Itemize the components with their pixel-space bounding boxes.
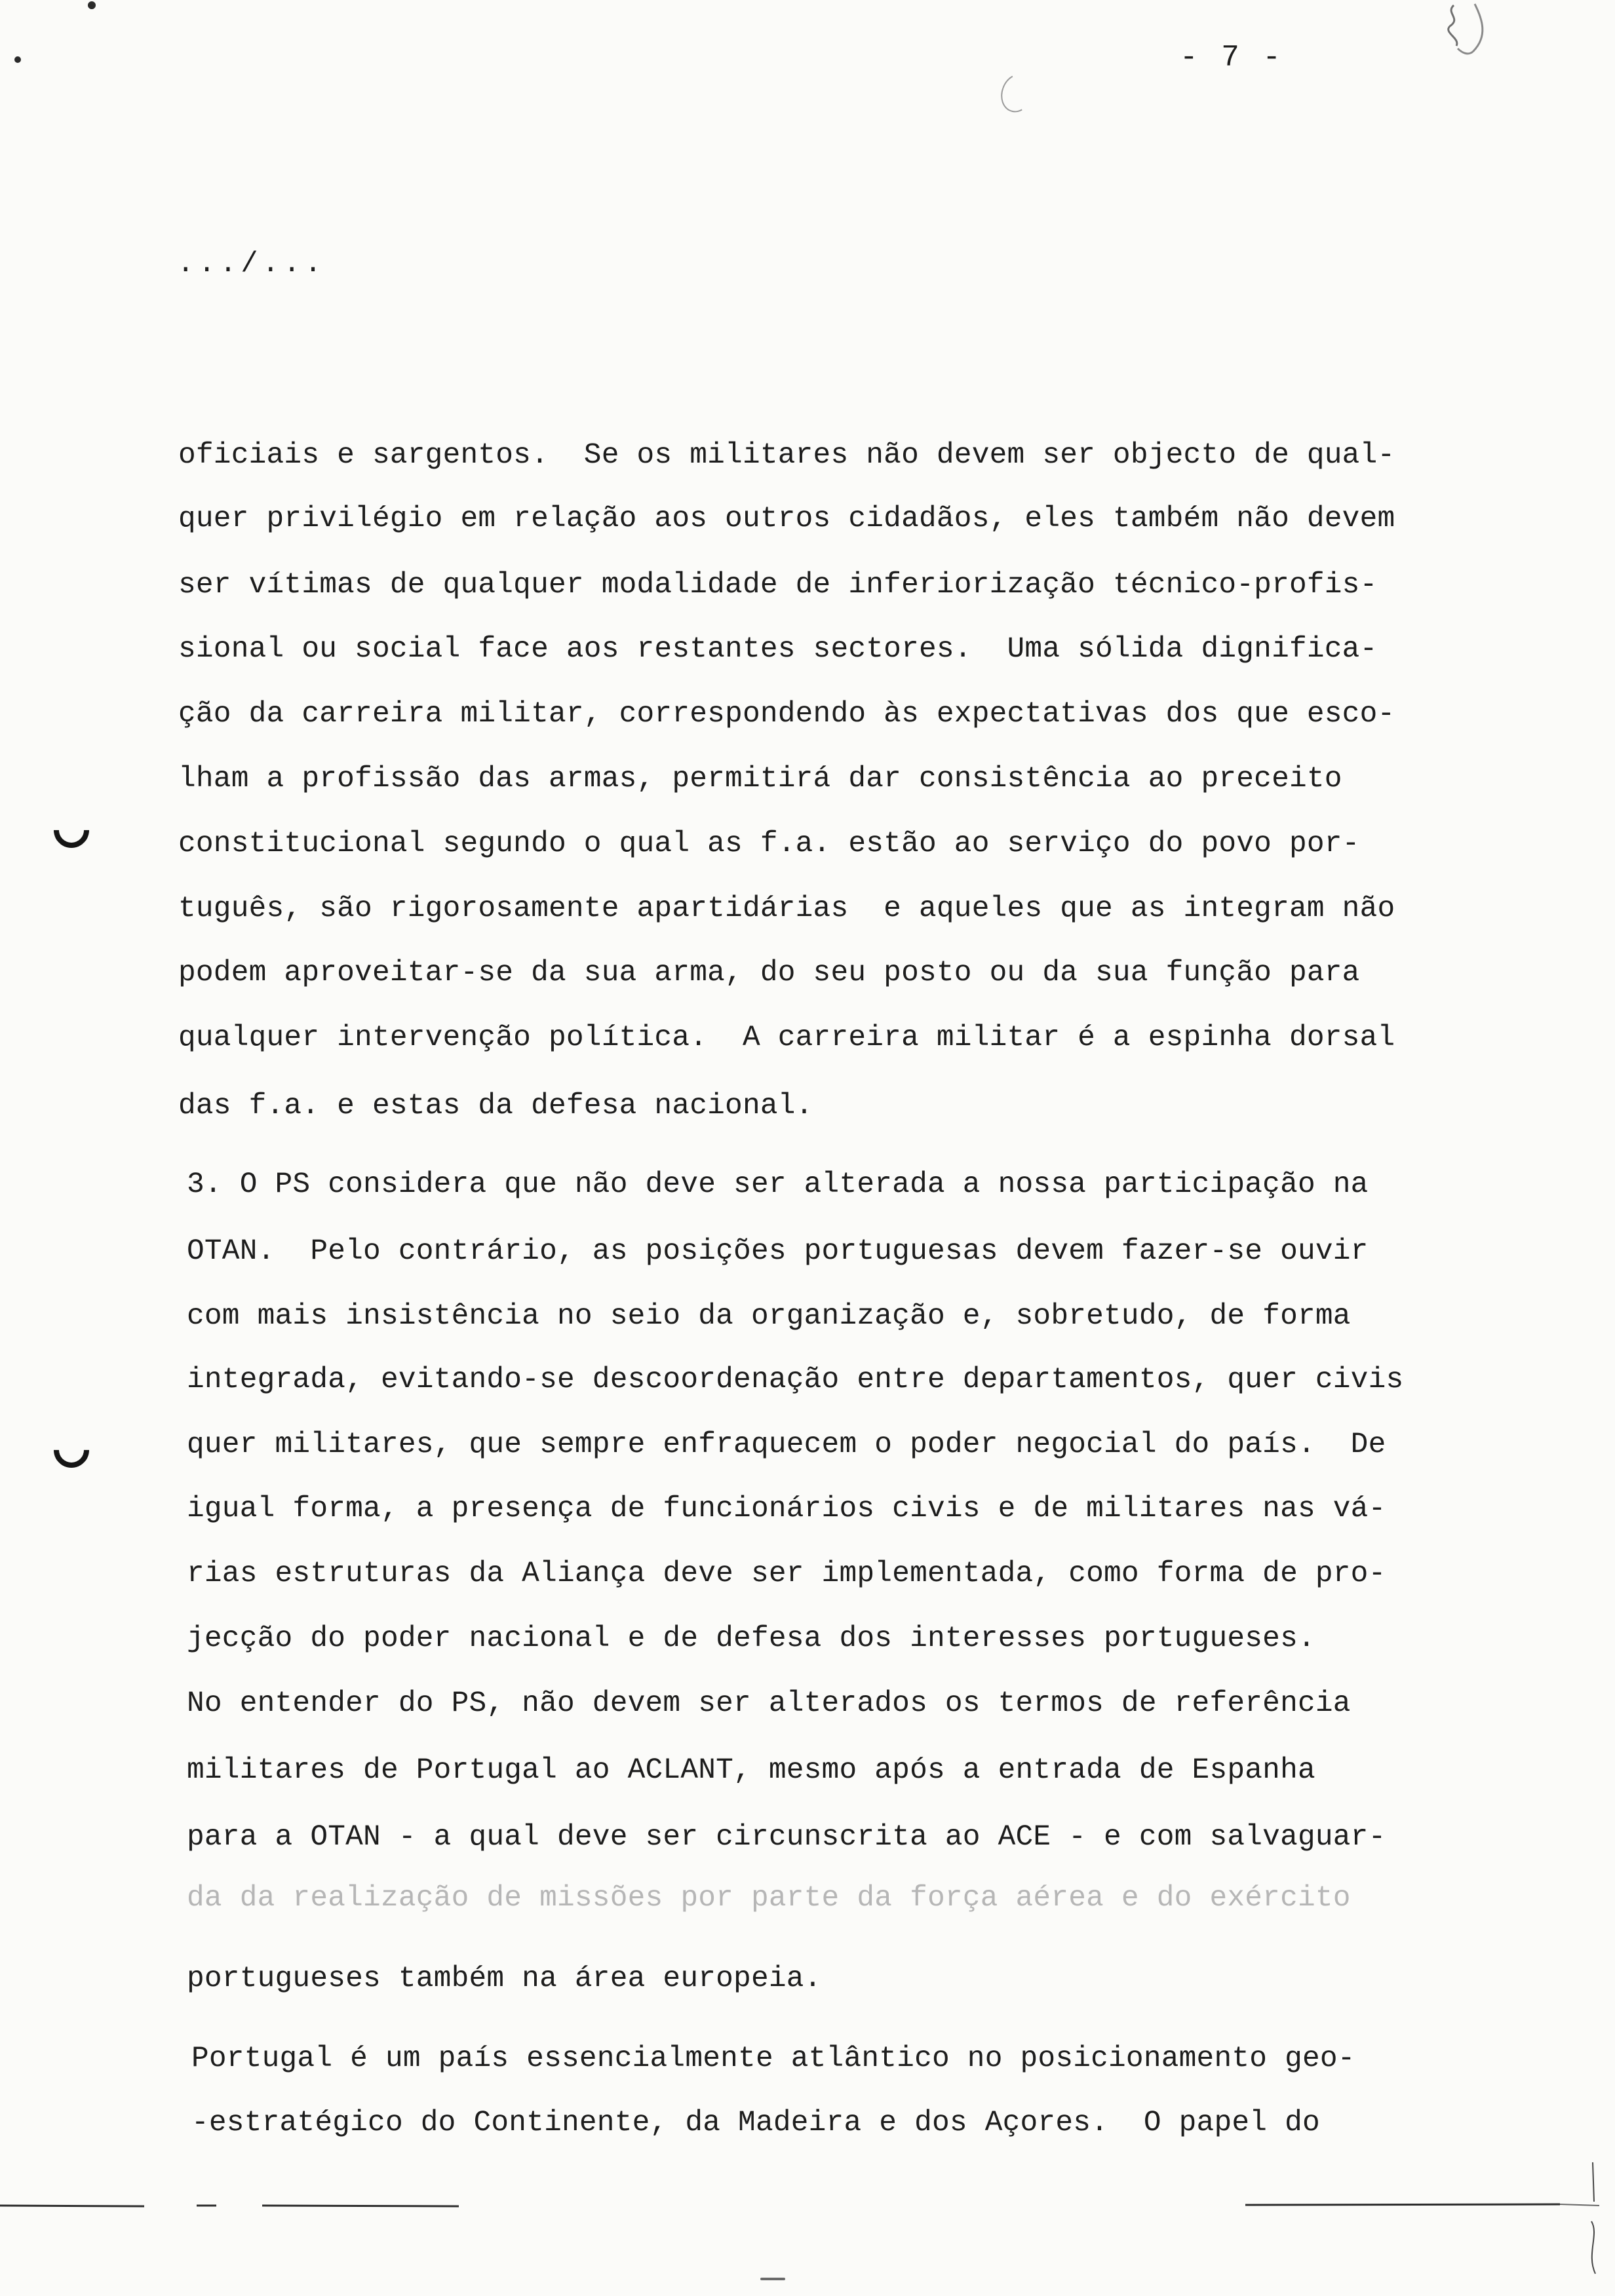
page-number: - 7 - (1180, 41, 1284, 75)
text-line: qualquer intervenção política. A carreira militar é a espinha dorsal (178, 1022, 1395, 1054)
speck-bottom (760, 2278, 785, 2280)
speck-left (14, 56, 21, 63)
text-line: ção da carreira militar, correspondendo às expectativas dos que esco- (178, 698, 1395, 731)
text-line-faint: da da realização de missões por parte da força aérea e do exército (187, 1882, 1351, 1915)
text-line: oficiais e sargentos. Se os militares não devem ser objecto de qual- (178, 439, 1395, 472)
binder-hole-mark-lower (47, 1425, 96, 1475)
text-line: integrada, evitando-se descoordenação entre departamentos, quer civis (187, 1364, 1404, 1396)
text-line: das f.a. e estas da defesa nacional. (178, 1090, 813, 1122)
text-line: para a OTAN - a qual deve ser circunscrita ao ACE - e com salvaguar- (187, 1821, 1386, 1854)
text-line: podem aproveitar-se da sua arma, do seu posto ou da sua função para (178, 957, 1360, 989)
text-line: 3. O PS considera que não deve ser alterada a nossa participação na (187, 1168, 1369, 1201)
text-line: quer privilégio em relação aos outros cidadãos, eles também não devem (178, 503, 1395, 535)
text-line: militares de Portugal ao ACLANT, mesmo após a entrada de Espanha (187, 1754, 1315, 1787)
text-line: com mais insistência no seio da organização e, sobretudo, de forma (187, 1300, 1351, 1333)
text-line: No entender do PS, não devem ser alterados os termos de referência (187, 1687, 1351, 1720)
text-line: igual forma, a presença de funcionários civis e de militares nas vá- (187, 1493, 1386, 1525)
text-line: ser vítimas de qualquer modalidade de inferiorização técnico-profis- (178, 569, 1378, 602)
text-line: Portugal é um país essencialmente atlântico no posicionamento geo- (191, 2042, 1355, 2075)
right-edge-mark (1580, 2162, 1606, 2280)
binder-hole-mark-upper (47, 805, 96, 855)
text-line: rias estruturas da Aliança deve ser implementada, como forma de pro- (187, 1558, 1386, 1590)
text-line: portugueses também na área europeia. (187, 1962, 822, 1995)
text-line: -estratégico do Continente, da Madeira e dos Açores. O papel do (191, 2107, 1320, 2139)
pencil-mark (996, 69, 1039, 117)
text-line: quer militares, que sempre enfraquecem o poder negocial do país. De (187, 1428, 1386, 1461)
speck-top-left (88, 1, 96, 9)
bottom-edge-line (0, 2202, 1615, 2210)
text-line: OTAN. Pelo contrário, as posições portuguesas devem fazer-se ouvir (187, 1235, 1369, 1268)
continuation-mark: .../... (177, 248, 326, 280)
text-line: sional ou social face aos restantes sectores. Uma sólida dignifica- (178, 633, 1378, 666)
text-line: constitucional segundo o qual as f.a. estão ao serviço do povo por- (178, 828, 1360, 860)
text-line: lham a profissão das armas, permitirá dar consistência ao preceito (178, 763, 1342, 795)
corner-scribble (1442, 0, 1514, 59)
text-line: jecção do poder nacional e de defesa dos interesses portugueses. (187, 1622, 1315, 1655)
text-line: tuguês, são rigorosamente apartidárias e aqueles que as integram não (178, 892, 1395, 925)
